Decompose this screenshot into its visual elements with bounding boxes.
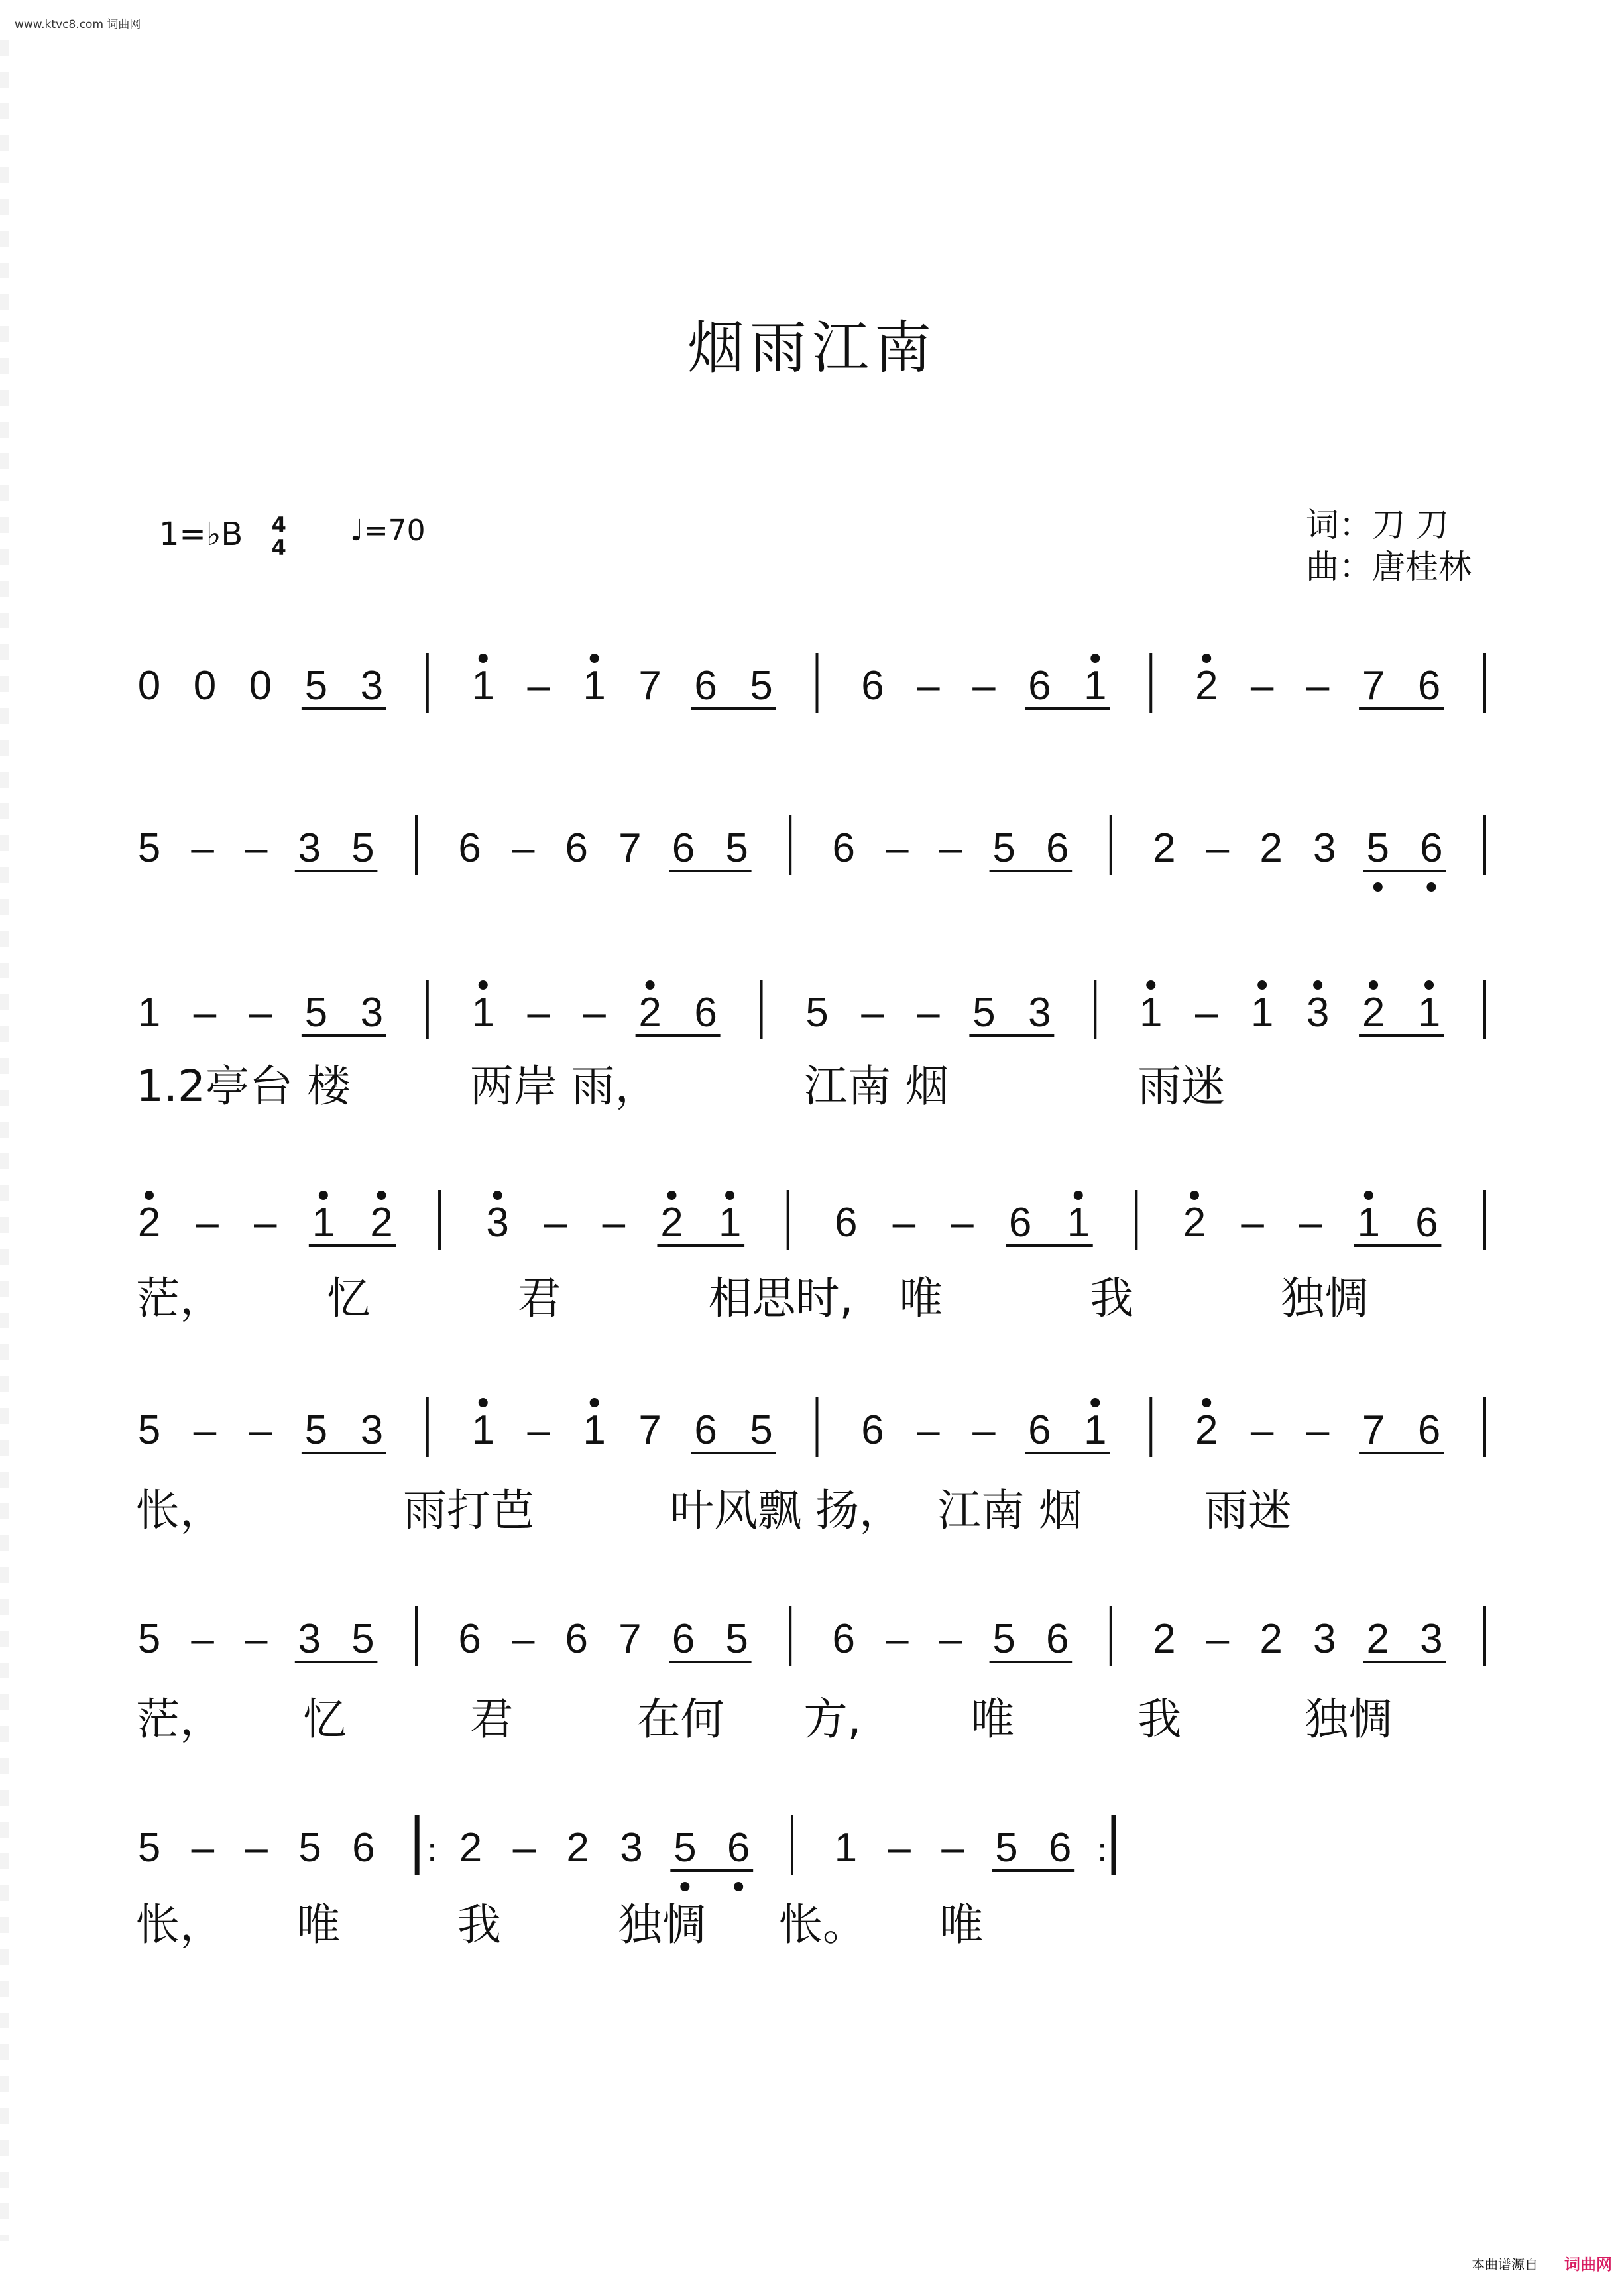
dash-note: –: [1206, 1616, 1230, 1662]
note: 3: [298, 1616, 321, 1662]
note: 5: [992, 1616, 1015, 1662]
note: 1: [1250, 990, 1274, 1035]
lyric-word: 忆: [326, 1273, 371, 1324]
dash-note: –: [602, 1200, 626, 1246]
note: 5: [725, 825, 748, 871]
lyric-word: 唯: [296, 1899, 341, 1950]
note: 6: [835, 1200, 858, 1246]
note: 6: [565, 825, 589, 871]
note: 7: [1362, 663, 1385, 709]
note: 2: [1194, 663, 1218, 709]
note: 3: [360, 1407, 384, 1453]
note: 6: [1045, 825, 1069, 871]
note: 5: [972, 990, 996, 1035]
note: 2: [459, 1825, 483, 1871]
composer-credit: 曲：唐桂林: [1306, 548, 1472, 586]
note: 0: [249, 663, 272, 709]
note: 5: [750, 1407, 773, 1453]
note: 5: [1366, 825, 1390, 871]
note: 6: [458, 1616, 481, 1662]
lyric-word: 怅。: [779, 1899, 866, 1950]
dash-note: –: [527, 990, 550, 1035]
time-bottom: 4: [271, 535, 286, 560]
dash-note: –: [917, 1407, 940, 1453]
lyric-word: 唯: [899, 1273, 943, 1324]
lyric-word: 怅，: [136, 1485, 223, 1536]
high-octave-dot: [1146, 980, 1155, 990]
dash-note: –: [1250, 1407, 1274, 1453]
note: 1: [471, 663, 494, 709]
dash-note: –: [511, 825, 535, 871]
dash-note: –: [512, 1825, 536, 1871]
note: 1: [583, 1407, 606, 1453]
low-octave-dot: [1373, 882, 1383, 892]
note: 7: [638, 1407, 662, 1453]
note: 6: [694, 1407, 717, 1453]
high-octave-dot: [1190, 1191, 1199, 1200]
lyric-word: 相思时,: [708, 1273, 854, 1324]
high-octave-dot: [1369, 980, 1378, 990]
note: 6: [694, 990, 717, 1035]
dash-note: –: [527, 1407, 550, 1453]
note: 5: [304, 990, 328, 1035]
high-octave-dot: [590, 1398, 599, 1407]
note: 3: [620, 1825, 643, 1871]
note: 5: [137, 1407, 161, 1453]
note: 5: [298, 1825, 321, 1871]
note: 6: [458, 825, 481, 871]
note: 5: [673, 1825, 697, 1871]
note: 6: [671, 825, 695, 871]
high-octave-dot: [1090, 1398, 1100, 1407]
note: 2: [660, 1200, 683, 1246]
lyric-word: 忆: [302, 1694, 347, 1745]
key-label: 1=♭B: [159, 516, 243, 553]
note: 3: [360, 990, 384, 1035]
note: 1: [1357, 1200, 1381, 1246]
site-header: www.ktvc8.com 词曲网: [15, 18, 141, 31]
dash-note: –: [1206, 825, 1230, 871]
dash-note: –: [939, 825, 962, 871]
high-octave-dot: [479, 1398, 488, 1407]
note: 7: [618, 1616, 642, 1662]
lyric-word: 在何: [636, 1694, 725, 1745]
high-octave-dot: [1424, 980, 1434, 990]
dash-note: –: [245, 1825, 268, 1871]
dash-note: –: [1306, 663, 1330, 709]
high-octave-dot: [1090, 654, 1100, 663]
dash-note: –: [196, 1200, 219, 1246]
note: 6: [1045, 1616, 1069, 1662]
note: 2: [1362, 990, 1385, 1035]
dash-note: –: [193, 1407, 217, 1453]
note: 2: [137, 1200, 161, 1246]
low-octave-dot: [1426, 882, 1436, 892]
lyric-word: 茫，: [136, 1273, 223, 1324]
high-octave-dot: [667, 1191, 676, 1200]
note: 1: [1139, 990, 1163, 1035]
note: 6: [1420, 825, 1443, 871]
dash-note: –: [1194, 990, 1218, 1035]
lyric-word: 叶风飘 扬，: [670, 1485, 903, 1536]
lyric-word: 怅，: [136, 1899, 223, 1950]
note: 1: [1084, 663, 1107, 709]
note: 5: [805, 990, 829, 1035]
song-title: 烟雨江南: [687, 315, 937, 381]
high-octave-dot: [319, 1191, 328, 1200]
dash-note: –: [191, 825, 214, 871]
dash-note: –: [941, 1825, 964, 1871]
dash-note: –: [193, 990, 217, 1035]
high-octave-dot: [646, 980, 655, 990]
note: 0: [193, 663, 217, 709]
note: 6: [1048, 1825, 1072, 1871]
dash-note: –: [972, 663, 996, 709]
high-octave-dot: [1202, 1398, 1211, 1407]
note: 5: [137, 1825, 161, 1871]
note: 1: [1417, 990, 1441, 1035]
note: 1: [1084, 1407, 1107, 1453]
note: 2: [638, 990, 662, 1035]
high-octave-dot: [145, 1191, 154, 1200]
note: 6: [565, 1616, 589, 1662]
dash-note: –: [888, 1825, 911, 1871]
note: 1: [471, 990, 494, 1035]
repeat-dots: :: [1096, 1830, 1108, 1870]
lyric-word: 独惆: [1305, 1694, 1393, 1745]
note: 6: [1417, 663, 1441, 709]
high-octave-dot: [1257, 980, 1267, 990]
note: 1: [834, 1825, 858, 1871]
lyric-word: 唯: [939, 1899, 984, 1950]
note: 6: [352, 1825, 375, 1871]
low-octave-dot: [734, 1882, 743, 1891]
footer-brand: 词曲网: [1564, 2255, 1612, 2274]
note: 2: [1259, 1616, 1283, 1662]
note: 2: [1153, 1616, 1176, 1662]
note: 2: [370, 1200, 393, 1246]
note: 6: [1008, 1200, 1032, 1246]
note: 2: [1153, 825, 1176, 871]
note: 3: [360, 663, 384, 709]
note: 5: [725, 1616, 748, 1662]
dash-note: –: [886, 825, 909, 871]
high-octave-dot: [377, 1191, 386, 1200]
dash-note: –: [527, 663, 550, 709]
high-octave-dot: [1202, 654, 1211, 663]
note: 3: [1306, 990, 1330, 1035]
note: 5: [137, 825, 161, 871]
note: 6: [671, 1616, 695, 1662]
lyric-word: 两岸 雨，: [469, 1061, 659, 1112]
note: 3: [1420, 1616, 1443, 1662]
note: 1: [1067, 1200, 1090, 1246]
lyric-word: 君: [469, 1694, 514, 1745]
repeat-dots: :: [426, 1830, 438, 1870]
note: 5: [351, 1616, 375, 1662]
note: 3: [1312, 825, 1336, 871]
note: 5: [137, 1616, 161, 1662]
dash-note: –: [244, 825, 268, 871]
note: 2: [566, 1825, 589, 1871]
note: 6: [1417, 1407, 1441, 1453]
note: 5: [992, 825, 1015, 871]
dash-note: –: [191, 1616, 214, 1662]
lyric-word: 我: [1090, 1273, 1134, 1324]
note: 2: [1259, 825, 1283, 871]
lyric-word: 1.2亭台 楼: [136, 1061, 351, 1112]
note: 1: [583, 663, 606, 709]
note: 2: [1183, 1200, 1206, 1246]
dash-note: –: [917, 990, 940, 1035]
dash-note: –: [1250, 663, 1274, 709]
high-octave-dot: [479, 654, 488, 663]
note: 7: [1362, 1407, 1385, 1453]
footer-source: 本曲谱源自: [1472, 2257, 1538, 2272]
note: 5: [351, 825, 375, 871]
note: 3: [298, 825, 321, 871]
dash-note: –: [1306, 1407, 1330, 1453]
tempo-mark: ♩=70: [350, 514, 426, 548]
dash-note: –: [972, 1407, 996, 1453]
note: 2: [1366, 1616, 1390, 1662]
dash-note: –: [886, 1616, 909, 1662]
note: 1: [312, 1200, 335, 1246]
note: 3: [1312, 1616, 1336, 1662]
note: 5: [304, 663, 328, 709]
high-octave-dot: [725, 1191, 734, 1200]
dash-note: –: [939, 1616, 962, 1662]
note: 7: [638, 663, 662, 709]
note: 6: [832, 1616, 856, 1662]
note: 3: [1028, 990, 1051, 1035]
note: 5: [304, 1407, 328, 1453]
note: 7: [618, 825, 642, 871]
high-octave-dot: [1313, 980, 1322, 990]
note: 6: [1028, 663, 1051, 709]
note: 6: [861, 663, 884, 709]
lyric-word: 独惆: [1281, 1273, 1369, 1324]
note: 6: [1415, 1200, 1438, 1246]
note: 1: [718, 1200, 742, 1246]
note: 0: [137, 663, 161, 709]
lyricist-credit: 词：刀 刀: [1306, 506, 1449, 544]
dash-note: –: [892, 1200, 916, 1246]
note: 6: [832, 825, 856, 871]
dash-note: –: [1299, 1200, 1322, 1246]
note: 5: [750, 663, 773, 709]
dash-note: –: [1241, 1200, 1264, 1246]
lyric-word: 方,: [803, 1694, 862, 1745]
lyric-word: 雨打芭: [403, 1485, 534, 1536]
dash-note: –: [861, 990, 884, 1035]
note: 6: [694, 663, 717, 709]
dash-note: –: [951, 1200, 974, 1246]
note: 1: [471, 1407, 494, 1453]
lyric-word: 雨迷: [1137, 1061, 1226, 1112]
dash-note: –: [917, 663, 940, 709]
lyric-word: 江南 烟: [937, 1485, 1082, 1536]
note: 5: [995, 1825, 1018, 1871]
time-top: 4: [271, 512, 286, 538]
lyric-word: 君: [517, 1273, 561, 1324]
dash-note: –: [583, 990, 606, 1035]
dash-note: –: [191, 1825, 215, 1871]
lyric-word: 茫，: [136, 1694, 223, 1745]
lyric-word: 独惆: [618, 1899, 706, 1950]
note: 2: [1194, 1407, 1218, 1453]
high-octave-dot: [590, 654, 599, 663]
high-octave-dot: [1074, 1191, 1083, 1200]
note: 6: [726, 1825, 750, 1871]
dash-note: –: [249, 1407, 272, 1453]
dash-note: –: [244, 1616, 268, 1662]
lyric-word: 我: [457, 1899, 501, 1950]
dash-note: –: [511, 1616, 535, 1662]
note: 3: [486, 1200, 509, 1246]
note: 1: [137, 990, 161, 1035]
lyric-word: 我: [1137, 1694, 1182, 1745]
lyric-word: 雨迷: [1204, 1485, 1292, 1536]
note: 6: [861, 1407, 884, 1453]
dash-note: –: [253, 1200, 277, 1246]
dash-note: –: [249, 990, 272, 1035]
high-octave-dot: [1364, 1191, 1373, 1200]
high-octave-dot: [493, 1191, 502, 1200]
lyric-word: 江南 烟: [803, 1061, 949, 1112]
note: 6: [1028, 1407, 1051, 1453]
dash-note: –: [544, 1200, 567, 1246]
lyric-word: 唯: [970, 1694, 1015, 1745]
high-octave-dot: [479, 980, 488, 990]
